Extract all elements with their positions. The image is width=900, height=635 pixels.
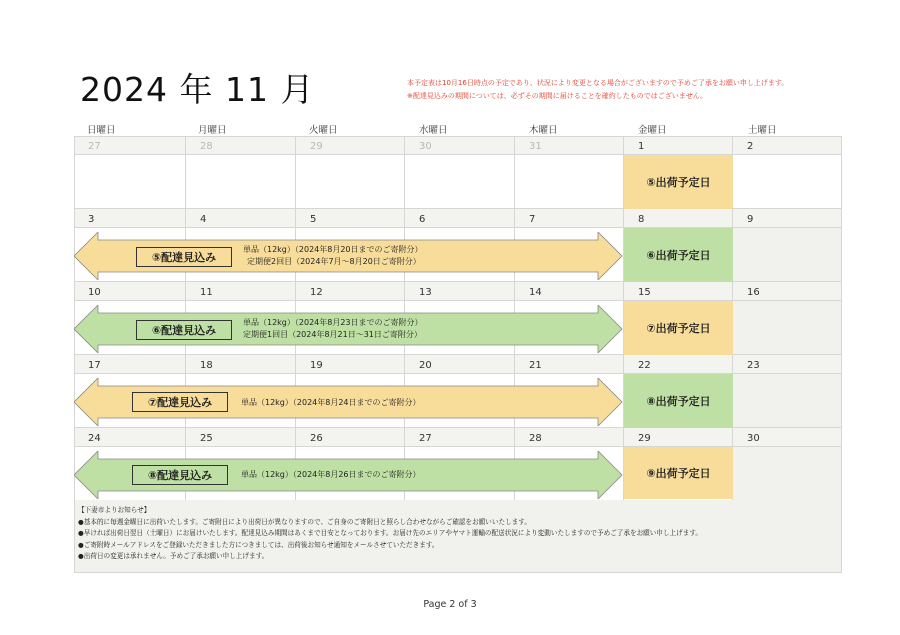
day-number: 12	[296, 282, 405, 301]
delivery-desc-7-line1: 単品（12kg）（2024年8月24日までのご寄附分）	[241, 398, 421, 407]
delivery-desc-6-line2: 定期便1回目（2024年8月21日～31日ご寄附分）	[243, 330, 422, 339]
day-number: 30	[733, 428, 842, 447]
day-cell	[186, 155, 296, 209]
weekday-saturday: 土曜日	[748, 125, 777, 136]
weekday-friday: 金曜日	[638, 125, 667, 136]
day-number: 6	[405, 209, 515, 228]
day-cell	[733, 447, 842, 501]
shipping-day-6: ⑥出荷予定日	[624, 228, 733, 282]
day-number: 24	[74, 428, 186, 447]
day-cell	[733, 228, 842, 282]
day-number: 29	[624, 428, 733, 447]
shipping-day-8: ⑧出荷予定日	[624, 374, 733, 428]
schedule-notice: 本予定表は10月16日時点の予定であり、状況により変更となる場合がございますので予めご了承をお願い申し上げます。	[407, 79, 789, 87]
shipping-day-7: ⑦出荷予定日	[624, 301, 733, 355]
delivery-label-7: ⑦配達見込み	[132, 392, 228, 412]
day-cell	[74, 155, 186, 209]
day-cell	[405, 155, 515, 209]
notice-item: ●ご寄附時メールアドレスをご登録いただきました方につきましては、出荷後お知らせ通知をメールさせていただきます。	[78, 540, 439, 549]
notice-item: ●出荷日の変更は承れません。予めご了承お願い申し上げます。	[78, 552, 269, 560]
day-cell	[733, 155, 842, 209]
day-cell	[296, 155, 405, 209]
day-number: 5	[296, 209, 405, 228]
delivery-desc-5-line2: 定期便2回目（2024年7月～8月20日ご寄附分）	[247, 257, 421, 266]
day-number: 9	[733, 209, 842, 228]
delivery-desc-6-line1: 単品（12kg）（2024年8月23日までのご寄附分）	[243, 318, 423, 327]
weekday-thursday: 木曜日	[529, 125, 558, 136]
notice-heading: 【下妻市よりお知らせ】	[78, 506, 151, 514]
day-number: 30	[405, 136, 515, 155]
day-number: 10	[74, 282, 186, 301]
notice-item: ●基本的に毎週金曜日に出荷いたします。ご寄附日により出荷日が異なりますので、ご自身のご寄附日と照らし合わせながらご確認をお願いいたします。	[78, 517, 531, 526]
delivery-label-8: ⑧配達見込み	[132, 465, 228, 485]
day-number: 18	[186, 355, 296, 374]
weekday-wednesday: 水曜日	[419, 125, 448, 136]
day-number: 2	[733, 136, 842, 155]
delivery-period-notice: ※配達見込みの期間については、必ずその期間に届けることを確約したものではございません。	[407, 92, 708, 100]
day-number: 25	[186, 428, 296, 447]
day-number: 27	[405, 428, 515, 447]
page-title: 2024 年 11 月	[80, 70, 315, 109]
notice-item: ●早ければ出荷日翌日（土曜日）にお届けいたします。配達見込み期間はあくまで目安となっております。お届け先のエリアやヤマト運輸の配送状況により変動いたしますので予めご了承をお願い申し上げます。	[78, 529, 702, 537]
day-number: 20	[405, 355, 515, 374]
shipping-day-9: ⑨出荷予定日	[624, 447, 733, 499]
day-number: 21	[515, 355, 624, 374]
day-number: 28	[186, 136, 296, 155]
weekday-monday: 月曜日	[198, 125, 227, 136]
day-number: 3	[74, 209, 186, 228]
day-cell	[733, 374, 842, 428]
day-number: 15	[624, 282, 733, 301]
day-number: 29	[296, 136, 405, 155]
delivery-desc-5-line1: 単品（12kg）（2024年8月20日までのご寄附分）	[243, 245, 423, 254]
day-number: 11	[186, 282, 296, 301]
day-number: 22	[624, 355, 733, 374]
weekday-sunday: 日曜日	[87, 125, 116, 136]
day-cell	[515, 155, 624, 209]
day-number: 31	[515, 136, 624, 155]
day-number: 23	[733, 355, 842, 374]
delivery-label-6: ⑥配達見込み	[136, 320, 232, 340]
day-number: 28	[515, 428, 624, 447]
day-number: 27	[74, 136, 186, 155]
day-number: 4	[186, 209, 296, 228]
day-number: 26	[296, 428, 405, 447]
day-number: 19	[296, 355, 405, 374]
weekday-tuesday: 火曜日	[309, 125, 338, 136]
day-number: 1	[624, 136, 733, 155]
notice-box	[74, 500, 842, 573]
day-number: 16	[733, 282, 842, 301]
day-number: 8	[624, 209, 733, 228]
day-cell	[733, 301, 842, 355]
shipping-day-5: ⑤出荷予定日	[624, 155, 733, 209]
delivery-desc-8-line1: 単品（12kg）（2024年8月26日までのご寄附分）	[241, 470, 421, 479]
day-number: 13	[405, 282, 515, 301]
day-number: 17	[74, 355, 186, 374]
delivery-label-5: ⑤配達見込み	[136, 247, 232, 267]
day-number: 14	[515, 282, 624, 301]
day-number: 7	[515, 209, 624, 228]
page-number: Page 2 of 3	[423, 599, 477, 610]
